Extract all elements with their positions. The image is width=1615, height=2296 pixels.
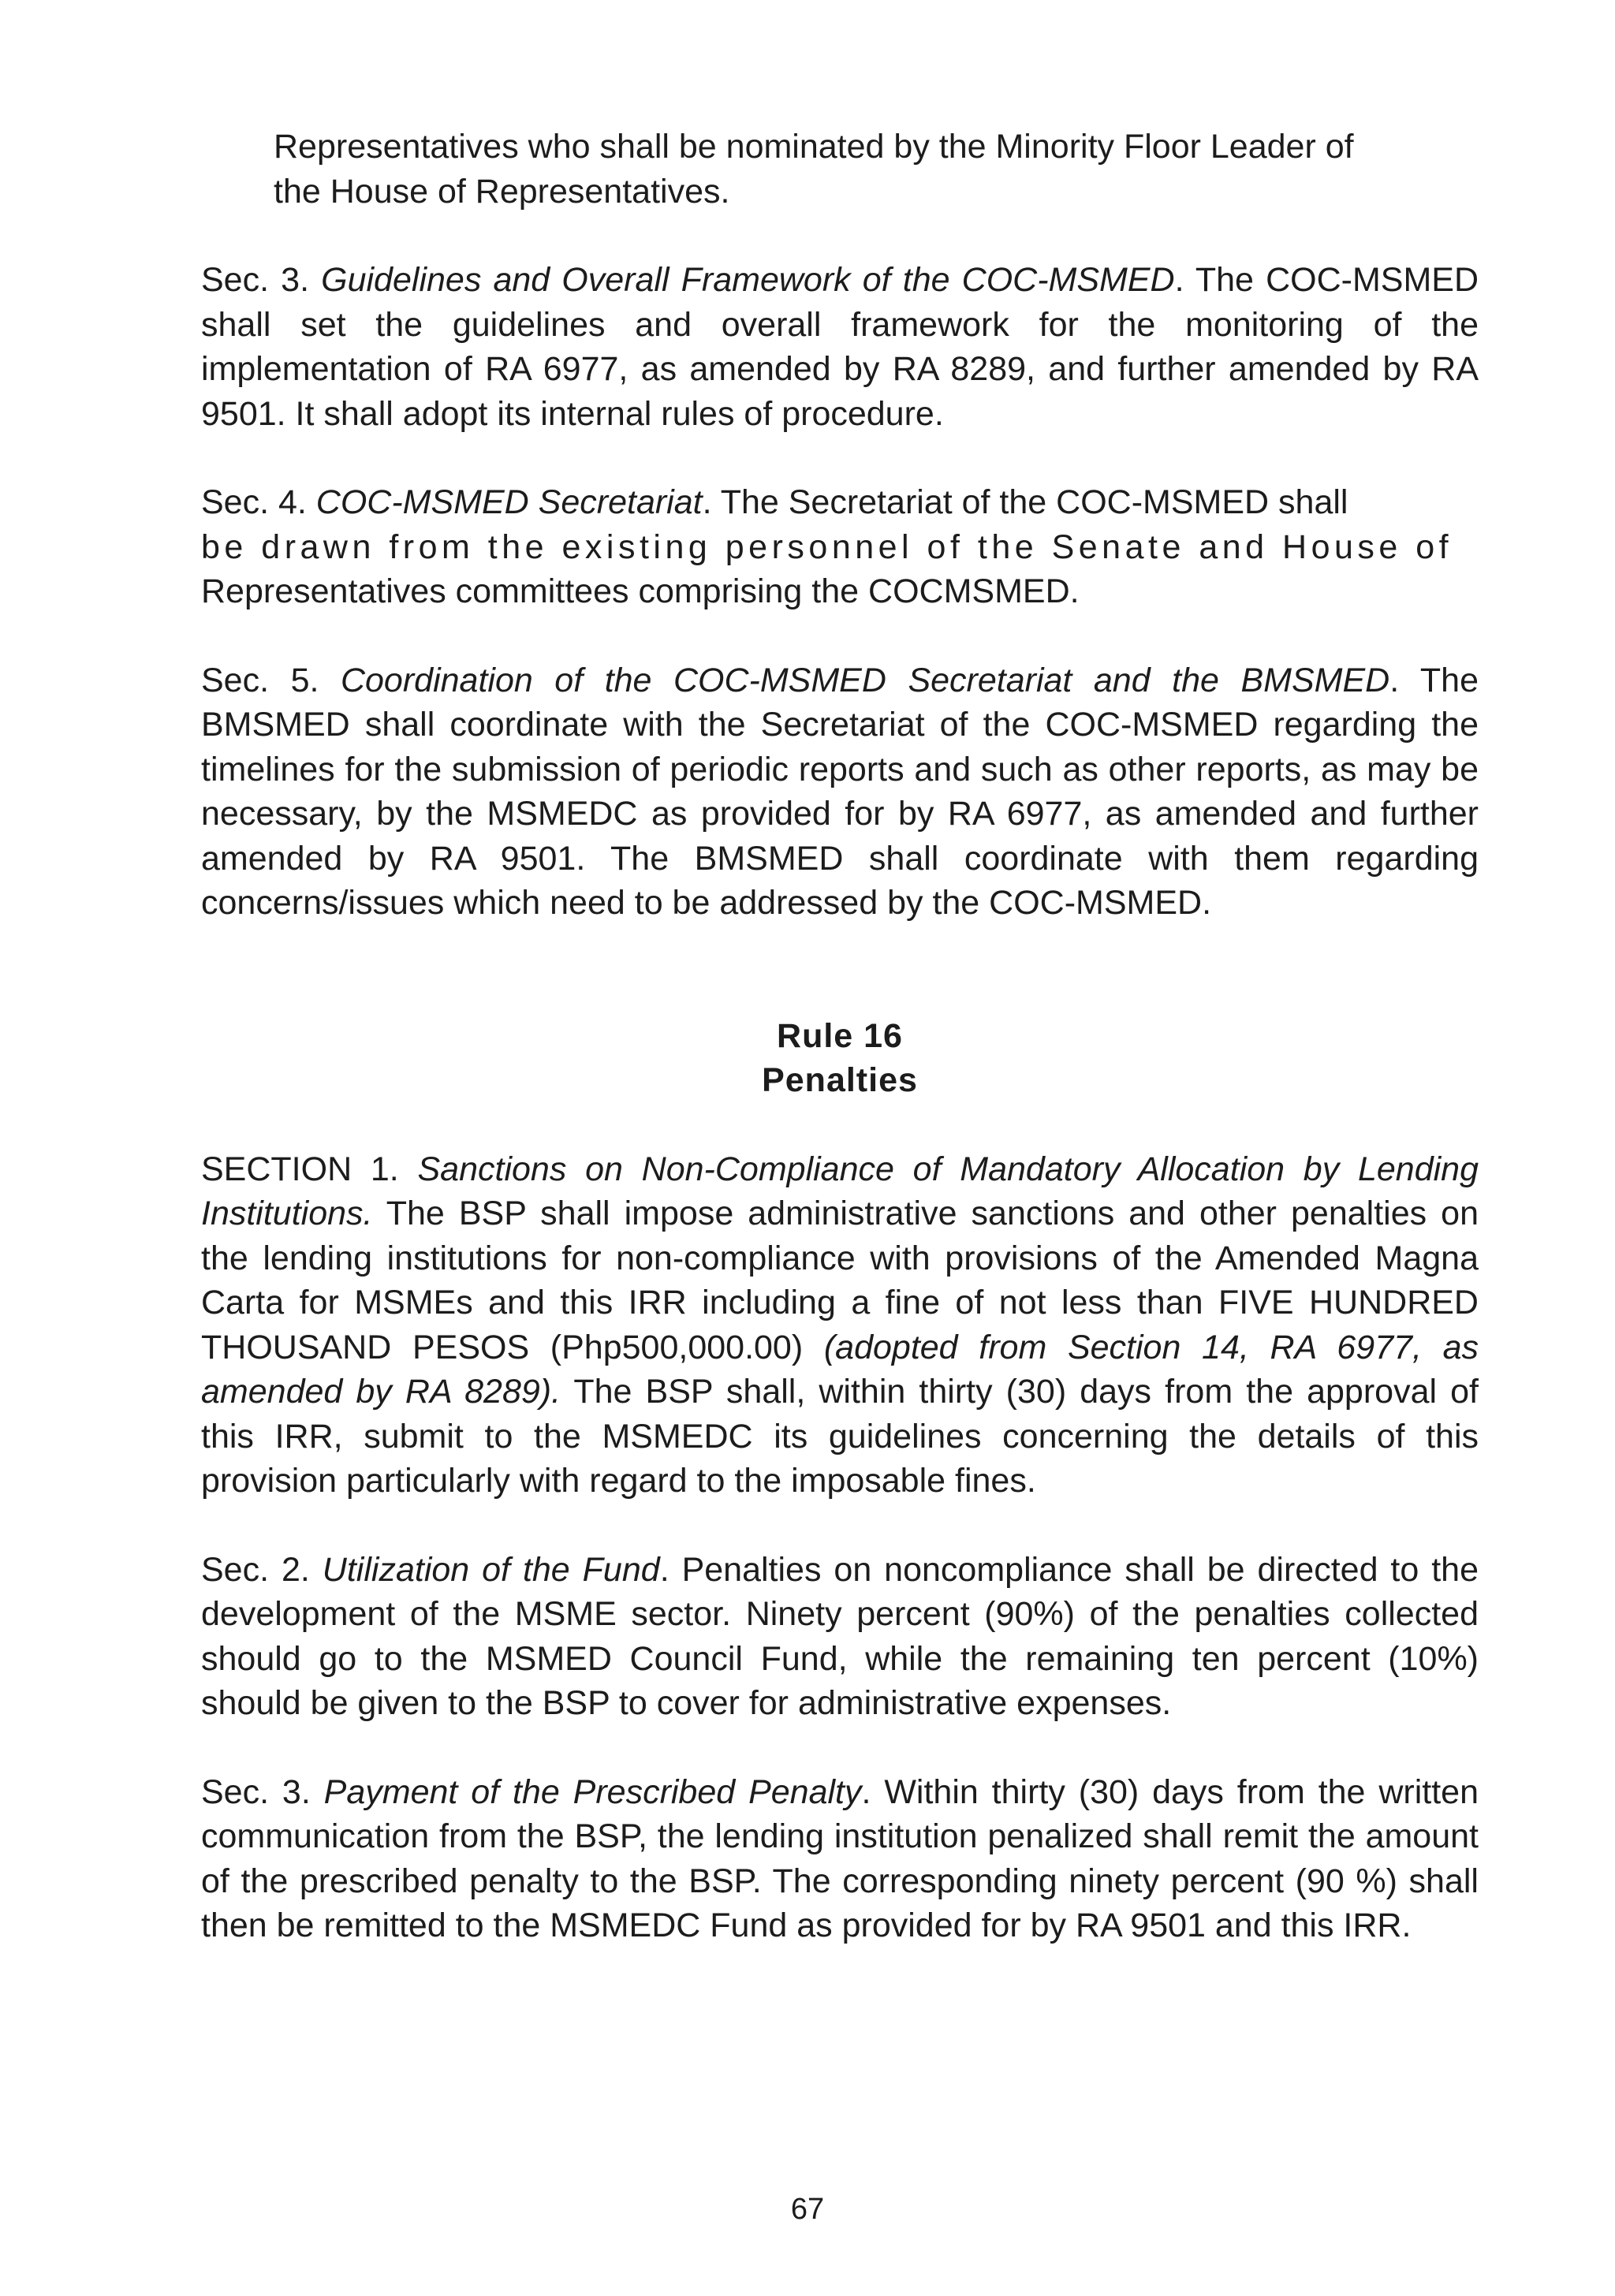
section-5-paragraph — [201, 658, 1479, 926]
section-3-body: . The COC-MSMED shall set the guidelines and overall framework for the monitoring of the implementation of RA 6977, as amended by RA 8289, and further amended by RA 9501. It shall adopt its internal rules of procedure. — [201, 261, 1479, 433]
section-3-paragraph — [201, 258, 1479, 436]
penalty-section-3-title: Payment of the Prescribed Penalty — [323, 1772, 862, 1811]
page-number: 67 — [790, 2193, 825, 2226]
rule-number: Rule 16 — [777, 1016, 903, 1055]
section-4-label: Sec. 4. — [201, 483, 316, 521]
section-4-body-2: be drawn from the existing personnel of the Senate and House of — [201, 527, 1453, 566]
penalty-section-3-body: . Within thirty (30) days from the written communication from the BSP, the lending institution penalized shall remit the amount of the prescribed penalty to the BSP. The corresponding ninety percent (90 %) shall then be remitted to the MSMEDC Fund as provided for by RA 9501 and this IRR. — [201, 1772, 1479, 1944]
penalty-section-1-body-1: The BSP shall impose administrative sanctions and other penalties on the lending institutions for non-compliance with provisions of the Amended Magna Carta for MSMEs and this IRR including a fine of not less than FIVE HUNDRED THOUSAND PESOS (Php500,000.00) — [201, 1195, 1479, 1366]
section-4-body-1: . The Secretariat of the COC-MSMED shall — [702, 483, 1348, 521]
penalty-section-1-label: SECTION 1. — [201, 1150, 418, 1188]
penalty-section-1-citation: (adopted from Section 14, RA 6977, as amended by RA 8289). — [201, 1328, 1479, 1411]
section-5-label: Sec. 5. — [201, 661, 341, 699]
section-5-title: Coordination of the COC-MSMED Secretariat and the BMSMED — [340, 661, 1390, 699]
penalty-section-3-label: Sec. 3. — [201, 1772, 324, 1811]
intro-paragraph — [201, 125, 1479, 214]
penalty-section-1-paragraph — [201, 1147, 1479, 1504]
penalty-section-2-paragraph — [201, 1548, 1479, 1726]
section-4-paragraph — [201, 480, 1479, 614]
section-3-label: Sec. 3. — [201, 261, 322, 299]
intro-line-1: Representatives who shall be nominated by the Minority Floor Leader of — [274, 128, 1354, 166]
penalty-section-3-paragraph — [201, 1770, 1479, 1948]
document-page — [201, 125, 1479, 1948]
penalty-section-2-body: . Penalties on noncompliance shall be directed to the development of the MSME sector. Ninety percent (90%) of the penalties collected should go to the MSMED Council Fund, while the remaining ten percent (10%) should be given to the BSP to cover for administrative expenses. — [201, 1550, 1479, 1722]
penalty-section-2-title: Utilization of the Fund — [322, 1550, 660, 1589]
penalty-section-1-body-2: The BSP shall, within thirty (30) days from the approval of this IRR, submit to the MSMEDC its guidelines concerning the details of this provision particularly with regard to the imposable fines. — [201, 1373, 1479, 1500]
section-5-body: . The BMSMED shall coordinate with the Secretariat of the COC-MSMED regarding the timelines for the submission of periodic reports and such as other reports, as may be necessary, by the MSMEDC as provided for by RA 6977, as amended and further amended by RA 9501. The BMSMED shall coordinate with them regarding concerns/issues which need to be addressed by the COC-MSMED. — [201, 661, 1479, 922]
rule-heading — [201, 1014, 1479, 1103]
intro-line-2: the House of Representatives. — [274, 172, 730, 211]
penalty-section-1-title: Sanctions on Non-Compliance of Mandatory Allocation by Lending Institutions. — [201, 1150, 1479, 1232]
rule-title: Penalties — [762, 1061, 918, 1099]
section-4-title: COC-MSMED Secretariat — [315, 483, 703, 521]
section-3-title: Guidelines and Overall Framework of the COC-MSMED — [321, 261, 1175, 299]
section-4-body-3: Representatives committees comprising the COCMSMED. — [201, 572, 1080, 610]
penalty-section-2-label: Sec. 2. — [201, 1550, 323, 1589]
